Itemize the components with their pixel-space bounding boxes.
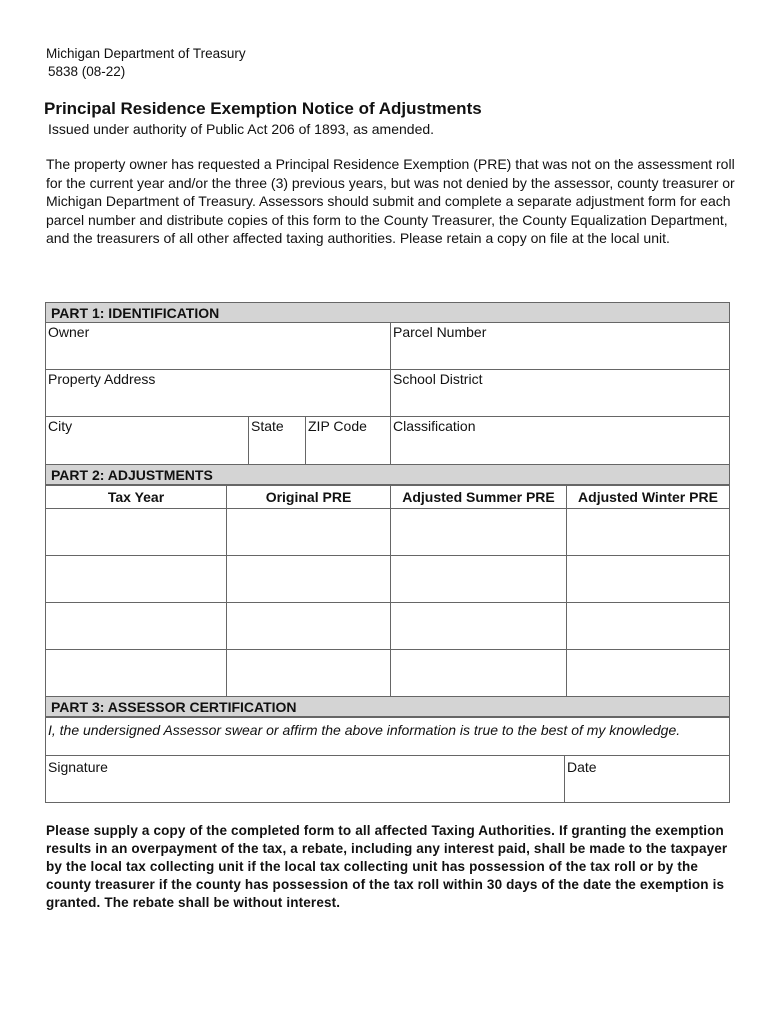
column-tax-year: Tax Year: [45, 485, 227, 509]
adjustment-cell[interactable]: [226, 555, 391, 603]
adjustment-cell[interactable]: [226, 508, 391, 556]
certification-statement: I, the undersigned Assessor swear or affirm the above information is true to the best of my knowledge.: [45, 717, 730, 756]
part1-heading: PART 1: IDENTIFICATION: [45, 302, 730, 323]
part3-heading: PART 3: ASSESSOR CERTIFICATION: [45, 696, 730, 717]
adjustment-cell[interactable]: [566, 555, 730, 603]
form-number: 5838 (08-22): [48, 64, 126, 79]
adjustment-cell[interactable]: [226, 649, 391, 697]
intro-paragraph: The property owner has requested a Principal Residence Exemption (PRE) that was not on the assessment roll for the current year and/or the three (3) previous years, but was not denied by the assessor, county treasurer or Michigan Department of Treasury. Assessors should submit and complete a separate adjustment form for each parcel number and distribute copies of this form to the County Treasurer, the County Equalization Department, and the treasurers of all other affected taxing authorities. Please retain a copy on file at the local unit.: [46, 156, 735, 247]
authority-text: Issued under authority of Public Act 206 of 1893, as amended.: [48, 121, 435, 137]
state-field[interactable]: State: [248, 416, 306, 465]
parcel-number-field[interactable]: Parcel Number: [390, 322, 730, 370]
adjustment-cell[interactable]: [566, 508, 730, 556]
property-address-field[interactable]: Property Address: [45, 369, 391, 417]
date-field[interactable]: Date: [564, 755, 730, 803]
adjustment-cell[interactable]: [45, 555, 227, 603]
adjustment-cell[interactable]: [45, 508, 227, 556]
adjustment-cell[interactable]: [566, 602, 730, 650]
adjustment-cell[interactable]: [45, 602, 227, 650]
column-original-pre: Original PRE: [226, 485, 391, 509]
column-adjusted-summer-pre: Adjusted Summer PRE: [390, 485, 567, 509]
owner-field[interactable]: Owner: [45, 322, 391, 370]
school-district-field[interactable]: School District: [390, 369, 730, 417]
adjustment-cell[interactable]: [390, 602, 567, 650]
zip-code-field[interactable]: ZIP Code: [305, 416, 391, 465]
agency-name: Michigan Department of Treasury: [46, 46, 246, 61]
adjustment-cell[interactable]: [566, 649, 730, 697]
adjustment-cell[interactable]: [390, 555, 567, 603]
page-title: Principal Residence Exemption Notice of Adjustments: [44, 99, 482, 118]
adjustment-cell[interactable]: [45, 649, 227, 697]
adjustment-cell[interactable]: [390, 508, 567, 556]
part2-heading: PART 2: ADJUSTMENTS: [45, 464, 730, 485]
classification-field[interactable]: Classification: [390, 416, 730, 465]
footer-notice: Please supply a copy of the completed form to all affected Taxing Authorities. If granting the exemption results in an overpayment of the tax, a rebate, including any interest paid, shall be made to the taxpayer by the local tax collecting unit if the local tax collecting unit has possession of the tax roll or by the county treasurer if the county has possession of the tax roll within 30 days of the date the exemption is granted. The rebate shall be without interest.: [46, 823, 728, 910]
city-field[interactable]: City: [45, 416, 249, 465]
adjustment-cell[interactable]: [390, 649, 567, 697]
adjustment-cell[interactable]: [226, 602, 391, 650]
column-adjusted-winter-pre: Adjusted Winter PRE: [566, 485, 730, 509]
signature-field[interactable]: Signature: [45, 755, 565, 803]
